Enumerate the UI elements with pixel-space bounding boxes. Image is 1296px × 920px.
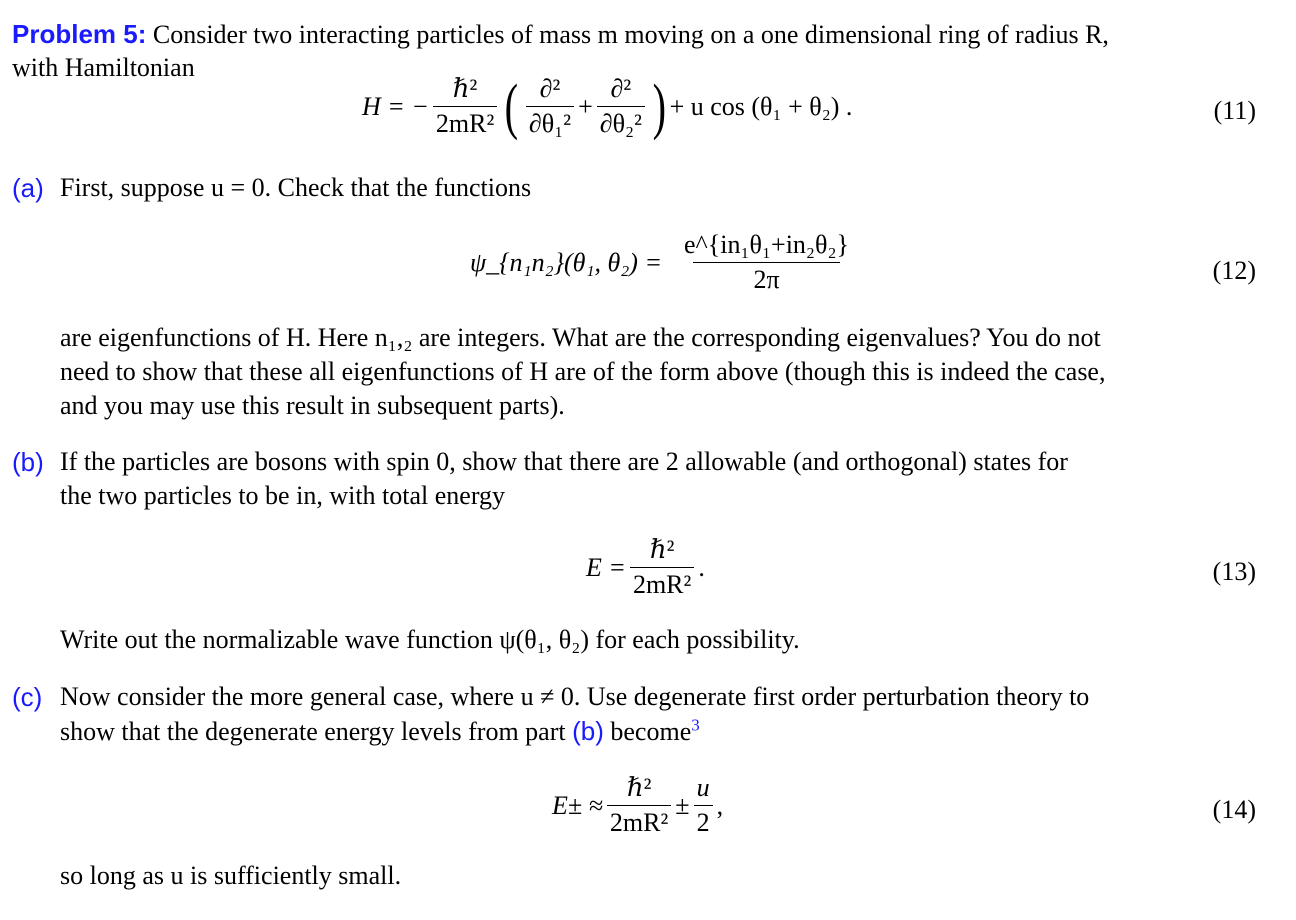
eq11-deriv-1: $\frac{\text{∂²}}{\text{∂θ₁²}}$	[526, 72, 574, 141]
part-b-text2: Write out the normalizable wave function ψ(θ₁, θ₂) for each possibility.	[60, 625, 800, 654]
part-c-label: (c)	[12, 682, 43, 712]
eq12-lhs: ψ_{n₁n₂}(θ₁, θ₂) =	[470, 247, 663, 277]
problem-intro-line2: with Hamiltonian	[12, 53, 195, 82]
eq14-lhs: E± ≈	[552, 790, 603, 820]
equation-12	[470, 228, 865, 297]
eq11-tail: + u cos (θ₁ + θ₂) .	[669, 91, 853, 121]
part-c-text1: Now consider the more general case, where u ≠ 0. Use degenerate first order perturbation theory to show that the degenerate energy levels from part (b) become$^3$	[60, 682, 1090, 746]
eq11-fraction: $\frac{\text{ℏ²}}{\text{2mR²}}$	[433, 72, 497, 141]
equation-14: E± ≈ $\frac{\text{ℏ²}}{\text{2mR²}}$ ± $\frac{u}{2}$ ,	[552, 771, 723, 840]
eq11-deriv-2: $\frac{\text{∂²}}{\text{∂θ₂²}}$	[597, 72, 645, 141]
right-paren: )	[652, 72, 666, 141]
part-b-label: (b)	[12, 447, 44, 477]
problem-intro	[12, 17, 1262, 52]
eq13-fraction: $\frac{\text{ℏ²}}{\text{2mR²}}$	[630, 533, 694, 602]
problem-label: Problem 5:	[12, 19, 147, 49]
part-a-text1: First, suppose u = 0. Check that the functions	[60, 173, 532, 202]
eq11-lhs: H = −	[362, 91, 429, 121]
eq14-number: (14)	[1212, 795, 1256, 824]
left-paren: (	[504, 72, 519, 141]
part-a-label: (a)	[12, 173, 44, 203]
eq12-number: (12)	[1212, 256, 1256, 285]
part-b-ref-link[interactable]: (b)	[572, 716, 604, 746]
part-c-text2: so long as u is sufficiently small.	[60, 861, 402, 890]
equation-11: H = − $\frac{\text{ℏ²}}{\text{2mR²}}$ ( $\frac{\text{∂²}}{\text{∂θ₁²}}$ + $\frac{\text{∂²}}{\text{∂θ₂²}}$ ) + u cos (θ₁ + θ₂) .	[362, 72, 853, 141]
part-b-text1: If the particles are bosons with spin 0, show that there are 2 allowable (and orthogonal) states for the two particles to be in, with total energy	[60, 447, 1068, 510]
part-a-text2: are eigenfunctions of H. Here n₁,₂ are integers. What are the corresponding eigenvalues? You do not need to show that these all eigenfunctions of H are of the form above (though this is indeed the case, and you may use this result in subsequent parts).	[60, 323, 1106, 420]
equation-13: E = $\frac{\text{ℏ²}}{\text{2mR²}}$ .	[586, 533, 705, 602]
eq13-number: (13)	[1212, 557, 1256, 586]
eq12-fraction: $\frac{\text{e\textasciicircum{}\{in₁θ₁+in₂θ₂\}}}{2\pi}$	[672, 228, 861, 297]
footnote-3-link[interactable]: 3	[691, 715, 700, 735]
eq14-u-fraction: $\frac{u}{2}$	[694, 771, 713, 840]
eq11-number: (11)	[1213, 96, 1256, 125]
eq14-fraction: $\frac{\text{ℏ²}}{\text{2mR²}}$	[607, 771, 671, 840]
problem-intro-line1: Consider two interacting particles of mass m moving on a one dimensional ring of radius R,	[152, 20, 1109, 49]
eq13-lhs: E =	[586, 552, 626, 582]
